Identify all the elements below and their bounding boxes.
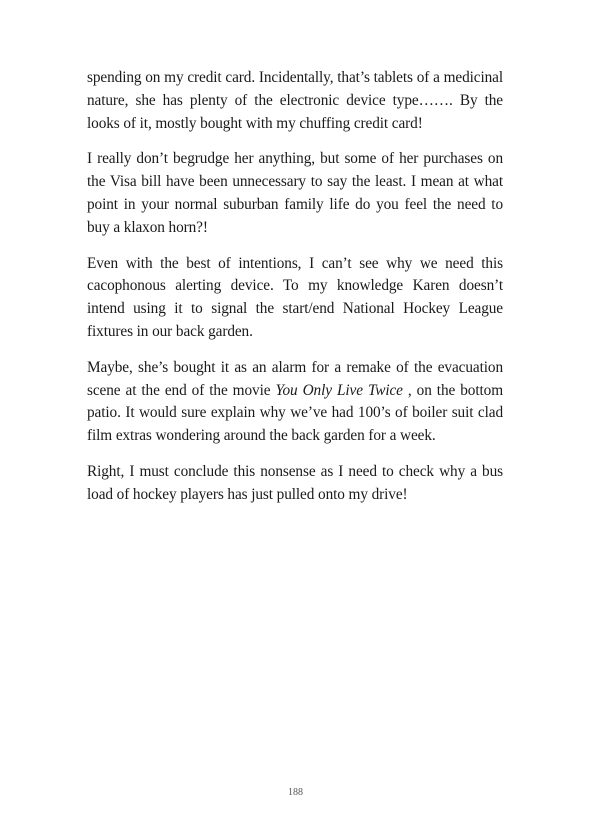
paragraph-1: spending on my credit card. Incidentally, that’s tablets of a medicinal nature, she has plenty of the electronic device type……. By the looks of it, mostly bought with my chuffing credit card! — [87, 69, 503, 132]
paragraph-5: Right, I must conclude this nonsense as I need to check why a bus load of hockey players has just pulled onto my drive! — [87, 462, 503, 503]
body-text — [87, 67, 503, 520]
page-number: 188 — [288, 787, 303, 798]
paragraph-3: Even with the best of intentions, I can’t see why we need this cacophonous alerting device. To my knowledge Karen doesn’t intend using it to signal the start/end National Hockey League fixtures in our back garden. — [87, 254, 503, 340]
paragraph-4-text-start: Maybe, she’s bought it as an alarm for a remake of the evacuation scene at the end of the movie — [87, 358, 503, 399]
paragraph-4 — [87, 357, 503, 448]
paragraph-2: I really don’t begrudge her anything, but some of her purchases on the Visa bill have been unnecessary to say the least. I mean at what point in your normal suburban family life do you feel the need to buy a klaxon horn?! — [87, 150, 503, 236]
movie-title: You Only Live Twice — [275, 381, 403, 399]
paragraph-4-text-end: , on the bottom patio. It would sure explain why we’ve had 100’s of boiler suit clad film extras wondering around the back garden for a week. — [87, 381, 503, 445]
